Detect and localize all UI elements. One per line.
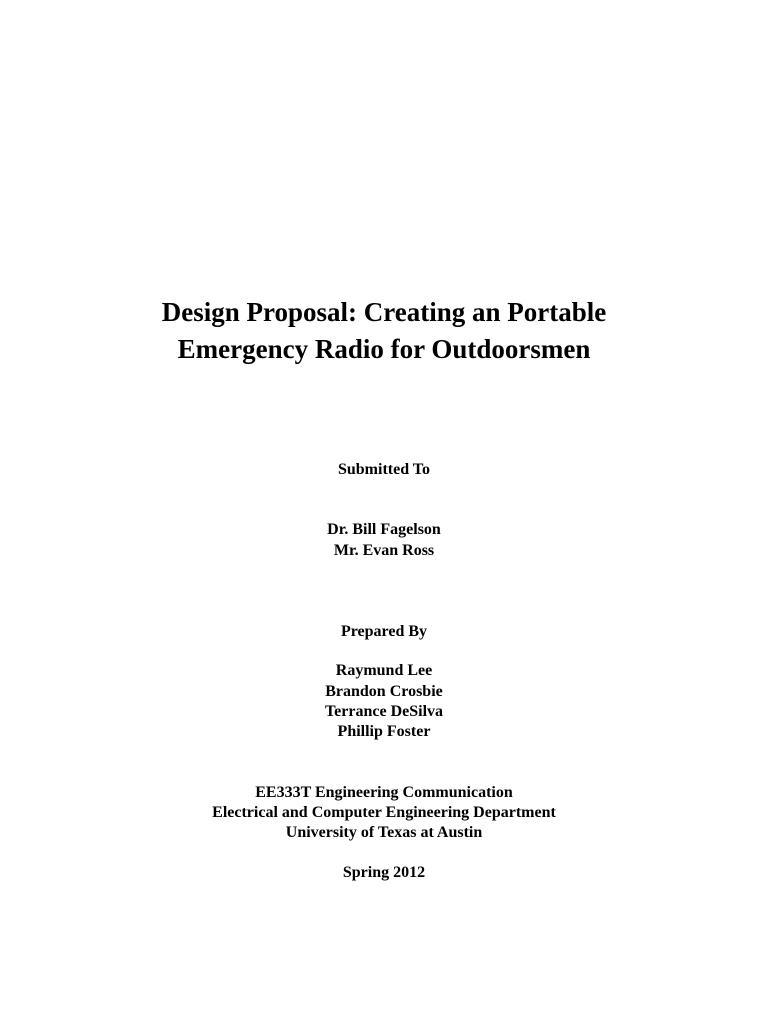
recipient-name: Mr. Evan Ross	[333, 542, 435, 559]
recipient-name: Dr. Bill Fagelson	[327, 521, 441, 538]
author-name: Raymund Lee	[335, 662, 433, 679]
prepared-by-heading: Prepared By	[340, 623, 428, 640]
document-title-line-2: Emergency Radio for Outdoorsmen	[177, 334, 591, 364]
term-date: Spring 2012	[342, 864, 426, 881]
department-name: Electrical and Computer Engineering Department	[212, 804, 556, 821]
submitted-to-heading: Submitted To	[337, 461, 431, 478]
author-name: Phillip Foster	[337, 723, 431, 740]
document-title-line-1: Design Proposal: Creating an Portable	[161, 297, 607, 327]
author-name: Terrance DeSilva	[324, 703, 444, 720]
university-name: University of Texas at Austin	[285, 824, 483, 841]
course-name: EE333T Engineering Communication	[255, 784, 513, 801]
author-name: Brandon Crosbie	[325, 683, 443, 700]
